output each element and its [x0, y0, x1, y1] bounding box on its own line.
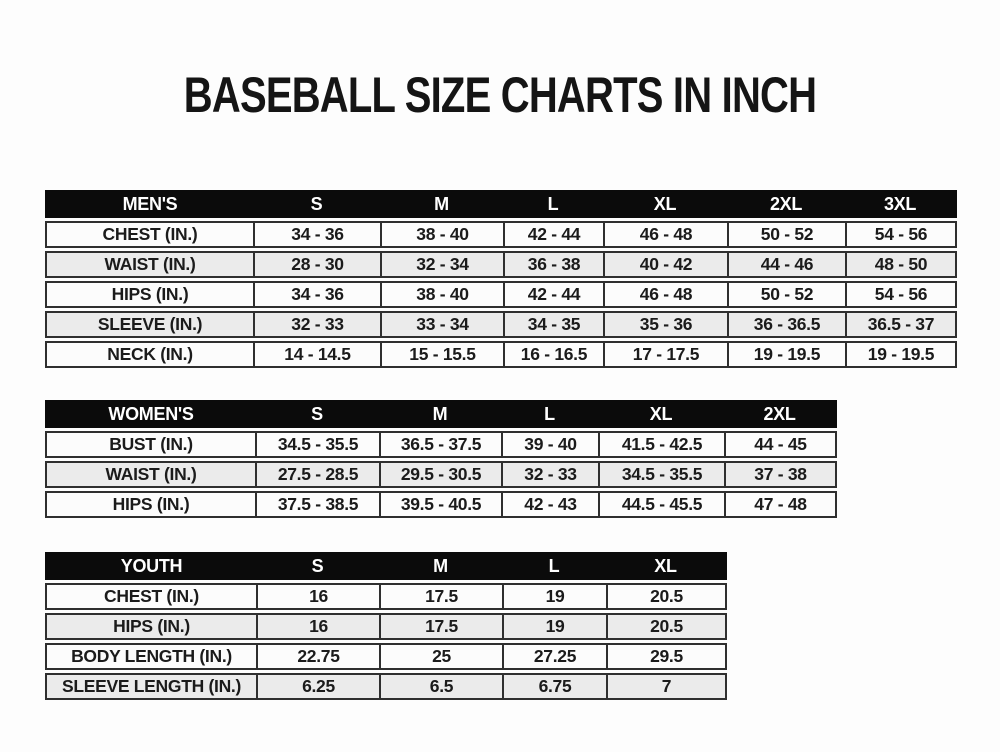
table-row [45, 431, 837, 458]
row-label: SLEEVE (IN.) [97, 314, 203, 334]
size-value-cell: 29.5 - 30.5 [379, 463, 501, 486]
size-value-cell: 32 - 33 [253, 313, 380, 336]
size-value-cell: 20.5 [606, 615, 725, 638]
size-value-cell: 34 - 36 [253, 223, 380, 246]
column-header-s: S [311, 403, 323, 424]
column-header-l: L [547, 193, 559, 214]
womens-header-row [45, 400, 837, 428]
row-label: BODY LENGTH (IN.) [71, 646, 232, 666]
size-value-cell: 40 - 42 [603, 253, 727, 276]
size-value-cell: 22.75 [256, 645, 379, 668]
row-label: BUST (IN.) [109, 434, 193, 454]
size-value-cell: 16 [256, 615, 379, 638]
mens-header-row [45, 190, 957, 218]
table-row [45, 311, 957, 338]
size-value-cell: 34 - 35 [503, 313, 603, 336]
size-value-cell: 36 - 38 [503, 253, 603, 276]
size-value-cell: 35 - 36 [603, 313, 727, 336]
size-value-cell: 19 - 19.5 [845, 343, 955, 366]
table-row [45, 491, 837, 518]
size-value-cell: 25 [379, 645, 502, 668]
size-value-cell: 19 - 19.5 [727, 343, 845, 366]
table-row [45, 251, 957, 278]
size-value-cell: 16 - 16.5 [503, 343, 603, 366]
row-label: CHEST (IN.) [102, 224, 198, 244]
table-row [45, 583, 727, 610]
table-row [45, 341, 957, 368]
table-row [45, 281, 957, 308]
size-value-cell: 15 - 15.5 [380, 343, 503, 366]
column-header-s: S [310, 193, 323, 214]
table-row [45, 673, 727, 700]
column-header-m: M [432, 403, 448, 424]
table-row [45, 643, 727, 670]
womens-group-header: WOMEN'S [108, 403, 194, 424]
size-value-cell: 32 - 34 [380, 253, 503, 276]
size-value-cell: 19 [502, 615, 606, 638]
size-value-cell: 44.5 - 45.5 [598, 493, 724, 516]
size-value-cell: 46 - 48 [603, 223, 727, 246]
size-value-cell: 28 - 30 [253, 253, 380, 276]
size-value-cell: 32 - 33 [501, 463, 598, 486]
column-header-xl: XL [649, 403, 673, 424]
column-header-2xl: 2XL [769, 193, 803, 214]
row-label: WAIST (IN.) [104, 254, 196, 274]
size-value-cell: 42 - 43 [501, 493, 598, 516]
row-label: HIPS (IN.) [113, 616, 190, 636]
column-header-xl: XL [654, 555, 677, 576]
size-value-cell: 36 - 36.5 [727, 313, 845, 336]
column-header-2xl: 2XL [763, 403, 796, 424]
size-value-cell: 33 - 34 [380, 313, 503, 336]
mens-group-header: MEN'S [122, 193, 178, 214]
column-header-m: M [433, 555, 448, 576]
size-value-cell: 27.5 - 28.5 [255, 463, 379, 486]
size-value-cell: 38 - 40 [380, 223, 503, 246]
womens-size-table [45, 400, 837, 518]
column-header-m: M [434, 193, 449, 214]
size-value-cell: 16 [256, 585, 379, 608]
size-value-cell: 6.5 [379, 675, 502, 698]
page-title: BASEBALL SIZE CHARTS IN INCH [183, 67, 817, 123]
size-value-cell: 19 [502, 585, 606, 608]
size-value-cell: 39 - 40 [501, 433, 598, 456]
row-label: SLEEVE LENGTH (IN.) [61, 676, 242, 696]
size-value-cell: 54 - 56 [845, 223, 955, 246]
size-value-cell: 36.5 - 37.5 [379, 433, 501, 456]
table-row [45, 613, 727, 640]
youth-header-row [45, 552, 727, 580]
size-value-cell: 46 - 48 [603, 283, 727, 306]
table-row [45, 221, 957, 248]
size-value-cell: 29.5 [606, 645, 725, 668]
size-value-cell: 50 - 52 [727, 283, 845, 306]
youth-group-header: YOUTH [120, 555, 183, 576]
size-value-cell: 27.25 [502, 645, 606, 668]
size-value-cell: 37 - 38 [724, 463, 835, 486]
size-value-cell: 44 - 45 [724, 433, 835, 456]
size-value-cell: 47 - 48 [724, 493, 835, 516]
row-label: WAIST (IN.) [105, 464, 197, 484]
size-value-cell: 34 - 36 [253, 283, 380, 306]
youth-size-table [45, 552, 727, 700]
mens-size-table [45, 190, 957, 368]
size-value-cell: 38 - 40 [380, 283, 503, 306]
size-value-cell: 7 [606, 675, 725, 698]
size-value-cell: 6.75 [502, 675, 606, 698]
row-label: NECK (IN.) [107, 344, 193, 364]
size-value-cell: 42 - 44 [503, 223, 603, 246]
size-value-cell: 6.25 [256, 675, 379, 698]
size-value-cell: 17.5 [379, 585, 502, 608]
size-value-cell: 41.5 - 42.5 [598, 433, 724, 456]
column-header-xl: XL [653, 193, 677, 214]
size-value-cell: 20.5 [606, 585, 725, 608]
column-header-s: S [311, 555, 324, 576]
row-label: CHEST (IN.) [104, 586, 199, 606]
column-header-l: L [544, 403, 555, 424]
size-value-cell: 34.5 - 35.5 [598, 463, 724, 486]
size-value-cell: 44 - 46 [727, 253, 845, 276]
column-header-3xl: 3XL [883, 193, 917, 214]
table-row [45, 461, 837, 488]
size-value-cell: 54 - 56 [845, 283, 955, 306]
size-value-cell: 17.5 [379, 615, 502, 638]
size-value-cell: 50 - 52 [727, 223, 845, 246]
size-value-cell: 34.5 - 35.5 [255, 433, 379, 456]
size-value-cell: 37.5 - 38.5 [255, 493, 379, 516]
column-header-l: L [548, 555, 560, 576]
size-value-cell: 48 - 50 [845, 253, 955, 276]
size-value-cell: 17 - 17.5 [603, 343, 727, 366]
size-value-cell: 14 - 14.5 [253, 343, 380, 366]
size-value-cell: 39.5 - 40.5 [379, 493, 501, 516]
row-label: HIPS (IN.) [111, 284, 189, 304]
size-value-cell: 42 - 44 [503, 283, 603, 306]
row-label: HIPS (IN.) [112, 494, 190, 514]
size-value-cell: 36.5 - 37 [845, 313, 955, 336]
